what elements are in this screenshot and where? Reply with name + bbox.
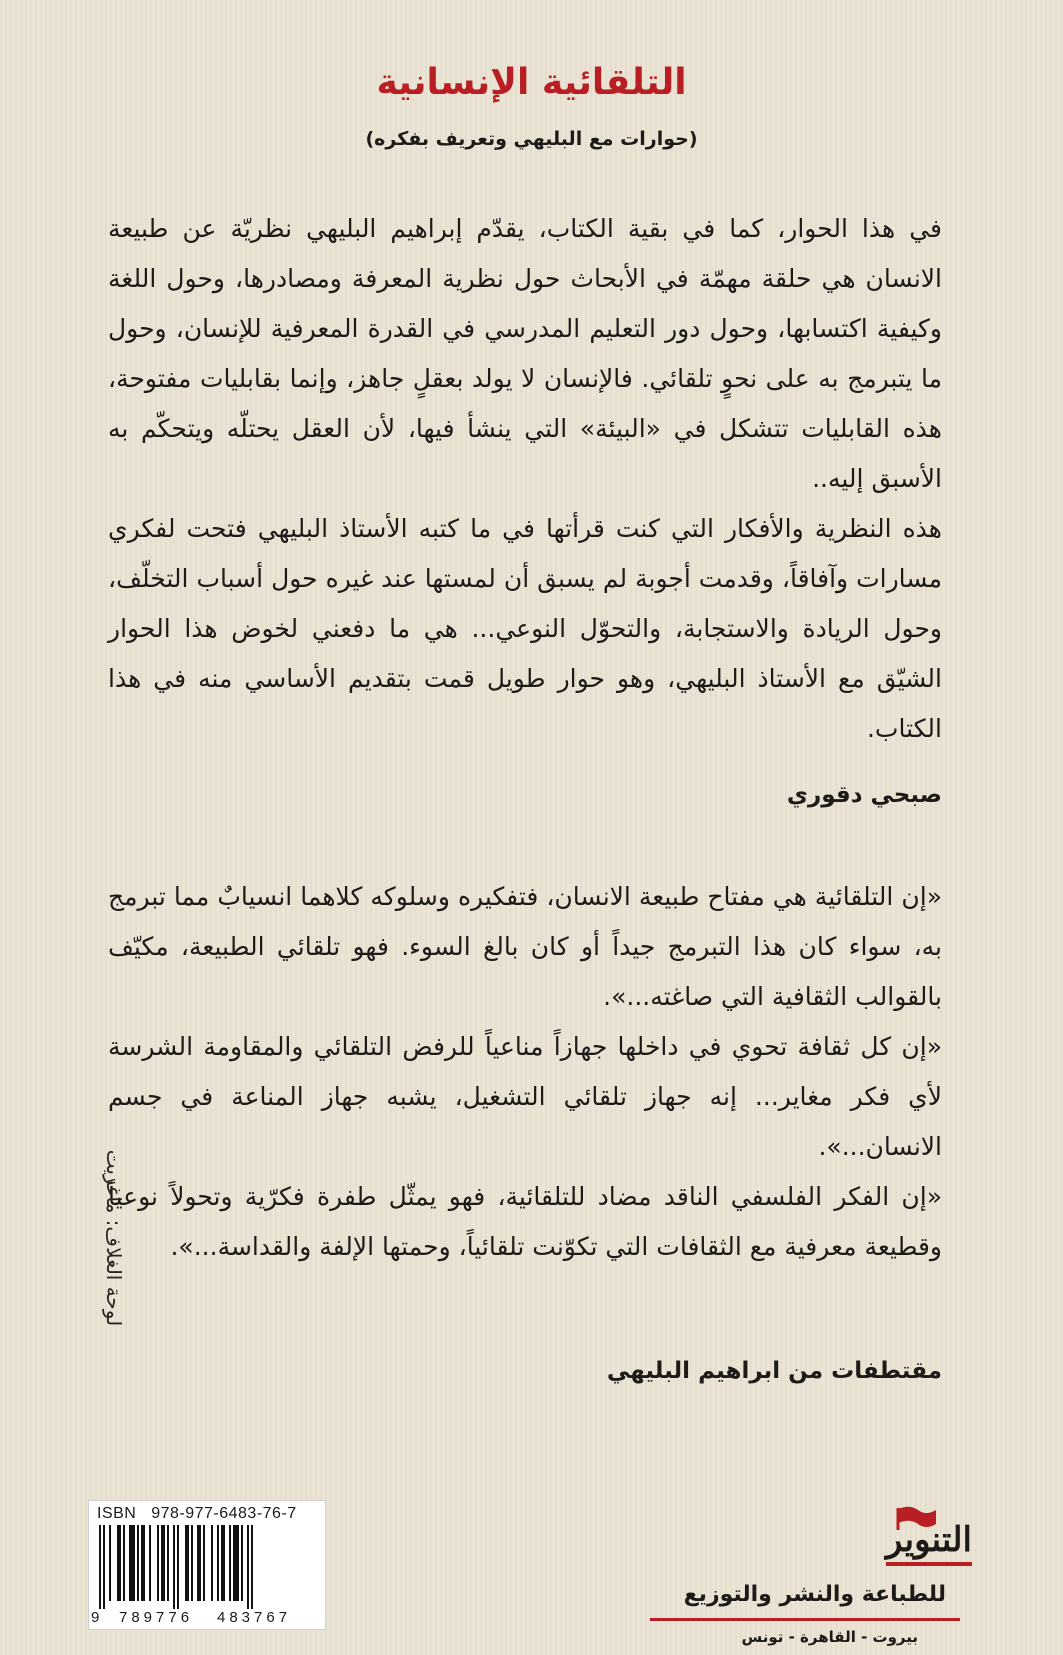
quote-1: «إن التلقائية هي مفتاح طبيعة الانسان، فتفكيره وسلوكه كلاهما انسيابٌ مما تبرمج به، سواء كان هذا التبرمج جيداً أو كان بالغ السوء. فهو تلقائي الطبيعة، مكيّف بالقوالب الثقافية التي صاغته...». [108, 882, 942, 1011]
isbn-barcode [88, 1500, 326, 1630]
publisher-name: للطباعة والنشر والتوزيع [683, 1582, 946, 1607]
barcode-bars [99, 1525, 315, 1605]
publisher-logo-wordmark: التنوير [885, 1520, 972, 1560]
intro-paragraph-1: في هذا الحوار، كما في بقية الكتاب، يقدّم إبراهيم البليهي نظريّة عن طبيعة الانسان هي حلقة مهمّة في الأبحاث حول نظرية المعرفة ومصادرها، وحول اللغة وكيفية اكتسابها، وحول دور التعليم المدرسي في القدرة المعرفية للإنسان، وحول ما يتبرمج به على نحوٍ تلقائي. فالإنسان لا يولد بعقلٍ جاهز، وإنما بقابليات مفتوحة، هذه القابليات تتشكل في «البيئة» التي ينشأ فيها، لأن العقل يحتلّه ويتحكّم به الأسبق إليه.. [108, 214, 942, 493]
cover-art-credit: لوحة الغلاف: ماغريت [102, 1149, 126, 1327]
quote-2: «إن كل ثقافة تحوي في داخلها جهازاً مناعياً للرفض التلقائي والمقاومة الشرسة لأي فكر مغاير... إنه جهاز تلقائي التشغيل، يشبه جهاز المناعة في جسم الانسان...». [108, 1032, 942, 1161]
publisher-cities: بيروت - القاهرة - تونس [741, 1628, 918, 1646]
barcode-digit-first: 9 [91, 1609, 100, 1626]
quotes-source-signature: مقتطفات من ابراهيم البليهي [606, 1358, 942, 1384]
book-title: التلقائية الإنسانية [376, 62, 687, 103]
isbn-number: 978-977-6483-76-7 [151, 1505, 297, 1522]
quotes-text [108, 872, 942, 1272]
isbn-label: ISBN [97, 1505, 137, 1522]
publisher-block [600, 1498, 980, 1646]
barcode-digit-group-1: 789776 [119, 1609, 194, 1626]
quote-3: «إن الفكر الفلسفي الناقد مضاد للتلقائية، فهو يمثّل طفرة فكرّية وتحولاً نوعياً وقطيعة معرفية مع الثقافات التي تكوّنت تلقائياً، وحمتها الإلفة والقداسة...». [108, 1182, 942, 1261]
intro-author-signature: صبحي دقوري [786, 782, 942, 808]
barcode-digit-group-2: 483767 [217, 1609, 292, 1626]
intro-paragraph-2: هذه النظرية والأفكار التي كنت قرأتها في ما كتبه الأستاذ البليهي فتحت لفكري مسارات وآفاقاً، وقدمت أجوبة لم يسبق أن لمستها عند غيره حول أسباب التخلّف، وحول الريادة والاستجابة، والتحوّل النوعي... هي ما دفعني لخوض هذا الحوار الشيّق مع الأستاذ البليهي، وهو حوار طويل قمت بتقديم الأساسي منه في هذا الكتاب. [108, 514, 942, 743]
book-subtitle: (حوارات مع البليهي وتعريف بفكره) [365, 128, 698, 150]
barcode-digits [89, 1609, 325, 1627]
isbn-line [97, 1505, 297, 1523]
intro-text [108, 204, 942, 754]
publisher-divider [650, 1618, 960, 1621]
